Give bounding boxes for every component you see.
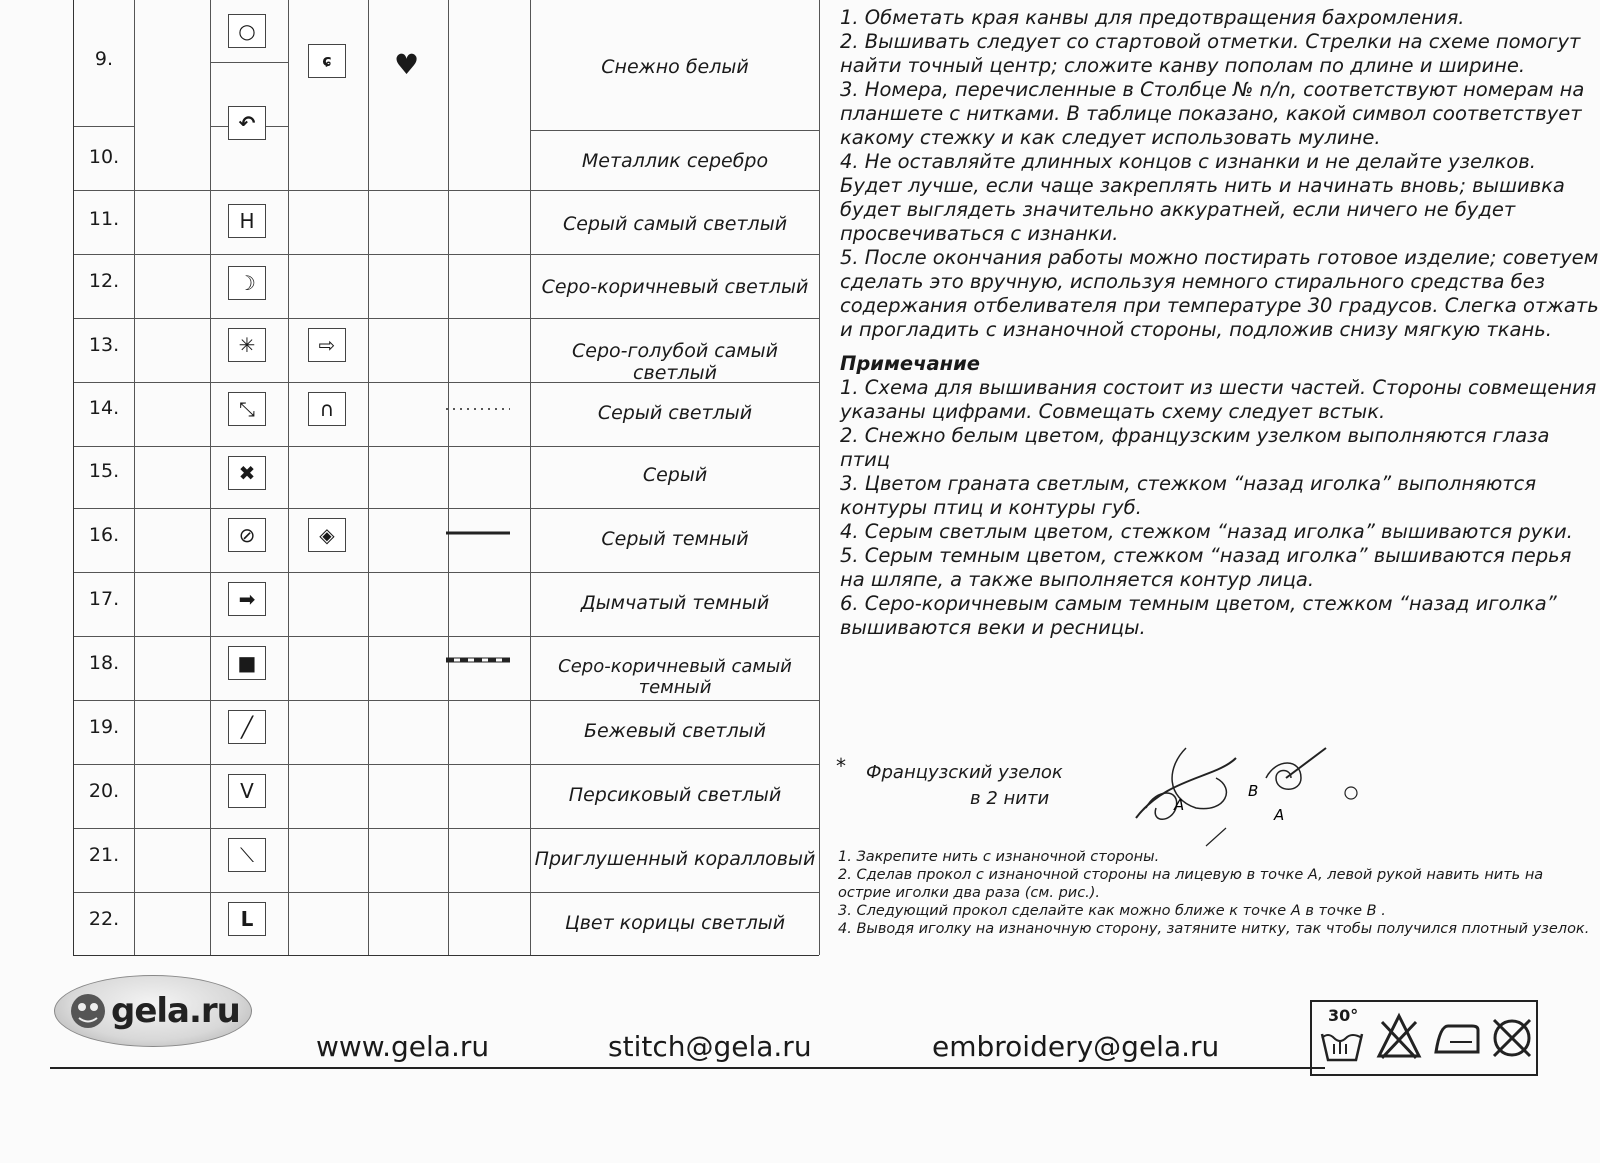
color-name: Персиковый светлый [568,784,782,806]
row-number: 19. [88,716,120,738]
color-name: Дымчатый темный [580,592,770,614]
note-heading: Примечание [840,352,981,375]
row-divider [74,828,820,829]
asterisk: * [836,754,846,778]
mascot-icon [67,990,109,1032]
row-number: 11. [88,208,120,230]
logo-text: gela.ru [111,991,240,1031]
instructions [840,6,1600,640]
row-number: 22. [88,908,120,930]
point-a2-label: A [1274,806,1285,824]
symbol-circle-icon: ○ [228,14,266,48]
note-item: 3. Цветом граната светлым, стежком “назад иголка” выполняются контуры птиц и контуры губ. [840,472,1537,519]
row-number: 10. [88,146,120,168]
row-number: 15. [88,460,120,482]
row-number: 20. [88,780,120,802]
row-divider [74,700,820,701]
embroidery-email-link[interactable]: embroidery@gela.ru [932,1030,1220,1063]
row-number: 12. [88,270,120,292]
knot-step: 3. Следующий прокол сделайте как можно ближе к точке A в точке B . [838,903,1386,919]
row-divider [74,190,820,191]
color-name: Серо-коричневый светлый [541,276,809,298]
backstitch-dotted-line [446,404,510,414]
heart-icon: ♥ [394,48,420,81]
symbol-asterisk-icon: ✳ [228,328,266,362]
color-name: Металлик серебро [581,150,769,172]
color-name: Серо-голубой самый светлый [572,340,778,384]
row-divider [74,254,820,255]
instruction-item: 3. Номера, перечисленные в Столбце № n/n, соответствуют номерам на планшете с нитками. В таблице показано, какой символ соответствует какому стежку и как следует использовать мулине. [840,78,1585,149]
hand-wash-icon [1320,1024,1364,1064]
color-name: Серый светлый [597,402,753,424]
symbol-crescent-icon: ☽ [228,266,266,300]
symbol-return-arrow-icon: ↶ [228,106,266,140]
column-divider [368,0,369,955]
backstitch-solid-line [446,528,510,538]
legend-table [73,0,819,956]
color-name: Цвет корицы светлый [564,912,786,934]
note-item: 4. Серым светлым цветом, стежком “назад иголка” вышиваются руки. [840,520,1573,543]
iron-icon [1432,1022,1482,1058]
color-name: Серый темный [601,528,749,550]
row-divider [530,130,820,131]
row-number: 17. [88,588,120,610]
row-divider [210,62,288,63]
french-knot-threads: в 2 нити [970,788,1050,809]
symbol-cross-icon: ✖ [228,456,266,490]
column-divider [448,0,449,955]
note-item: 5. Серым темным цветом, стежком “назад иголка” вышиваются перья на шляпе, а также выполняется контур лица. [840,544,1572,591]
note-item: 1. Схема для вышивания состоит из шести частей. Стороны совмещения указаны цифрами. Совмещать схему следует встык. [840,376,1597,423]
color-name: Серый самый светлый [562,213,788,235]
color-name: Серо-коричневый самый темный [558,656,792,698]
backstitch-dashed-line [446,655,510,665]
symbol-l-icon: L [228,902,266,936]
symbol-french-knot-icon: ɕ [308,44,346,78]
symbol-slashed-oval-icon: ⊘ [228,518,266,552]
instruction-item: 4. Не оставляйте длинных концов с изнанки и не делайте узелков. Будет лучше, если чаще закреплять нить и начинать вновь; вышивка будет выглядеть значительно аккуратней, если ничего не будет просвечиваться с изнанки. [840,150,1565,245]
symbol-arch-icon: ∩ [308,392,346,426]
row-divider [74,892,820,893]
symbol-v-icon: V [228,774,266,808]
instruction-item: 1. Обметать края канвы для предотвращения бахромления. [840,6,1465,29]
row-divider [74,764,820,765]
french-knot-label [866,760,1063,812]
row-number: 14. [88,397,120,419]
symbol-slash-icon: ╱ [228,710,266,744]
row-number: 16. [88,524,120,546]
no-dry-clean-icon [1490,1014,1534,1062]
wash-temperature: 30° [1328,1006,1359,1025]
symbol-diamond-icon: ◈ [308,518,346,552]
column-divider [210,0,211,955]
symbol-square-icon: ■ [228,646,266,680]
note-item: 6. Серо-коричневым самым темным цветом, стежком “назад иголка” вышиваются веки и ресницы. [840,592,1557,639]
french-knot-title: Французский узелок [866,762,1063,783]
row-divider [74,508,820,509]
column-divider [134,0,135,955]
care-symbols [1310,1000,1538,1076]
row-divider [74,446,820,447]
knot-step: 1. Закрепите нить с изнаночной стороны. [838,849,1160,865]
row-number: 18. [88,652,120,674]
stitch-email-link[interactable]: stitch@gela.ru [608,1030,812,1063]
french-knot-steps [838,848,1598,938]
row-number: 21. [88,844,120,866]
knot-step: 2. Сделав прокол с изнаночной стороны на лицевую в точке A, левой рукой навить нить на острие иголки два раза (см. рис.). [838,867,1544,901]
instruction-item: 5. После окончания работы можно постирать готовое изделие; советуем сделать это вручную, используя немного стирального средства без содержания отбеливателя при температуре 30 градусов. Слегка отжать и прогладить с изнаночной стороны, подложив снизу мягкую ткань. [840,246,1599,341]
column-divider [288,0,289,955]
row-divider [74,318,820,319]
row-number: 9. [94,48,114,70]
website-link[interactable]: www.gela.ru [316,1030,490,1063]
row-divider [74,636,820,637]
symbol-diagonal-dots-icon: ⤡ [228,392,266,426]
color-name: Снежно белый [601,56,749,78]
row-number: 13. [88,334,120,356]
row-divider [74,572,820,573]
color-name: Серый [642,464,708,486]
point-a-label: A [1174,796,1185,814]
footer-divider [50,1067,1325,1069]
symbol-arrow-outline-icon: ⇨ [308,328,346,362]
symbol-h-icon: H [228,204,266,238]
color-name: Приглушенный коралловый [534,848,816,870]
gela-logo[interactable] [54,975,252,1047]
note-item: 2. Снежно белым цветом, французским узелком выполняются глаза птиц [840,424,1550,471]
knot-step: 4. Выводя иголку на изнаночную сторону, затяните нитку, так чтобы получился плотный узелок. [838,921,1590,937]
instruction-item: 2. Вышивать следует со стартовой отметки. Стрелки на схеме помогут найти точный центр; сложите канву пополам по длине и ширине. [840,30,1581,77]
symbol-filled-arrow-icon: ➡ [228,582,266,616]
point-b-label: B [1248,782,1259,800]
row-divider [74,126,134,127]
french-knot-diagram [1126,738,1386,848]
color-name: Бежевый светлый [583,720,766,742]
no-bleach-icon [1376,1012,1422,1062]
symbol-pin-icon: ⟍ [228,838,266,872]
